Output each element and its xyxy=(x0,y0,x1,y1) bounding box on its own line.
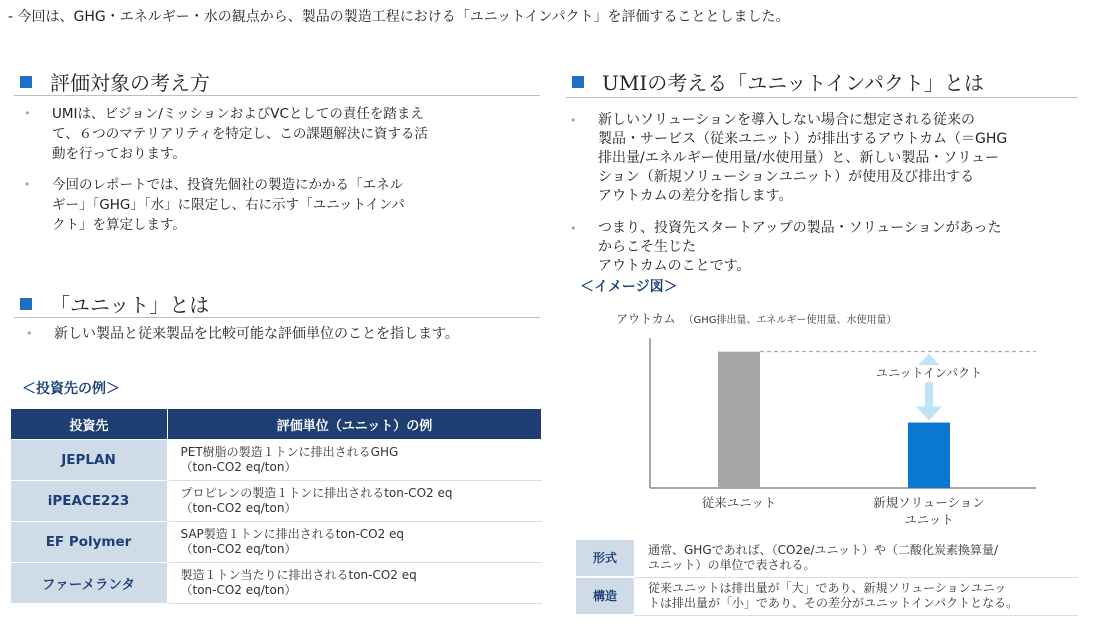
unit-line: PET樹脂の製造１トンに排出されるGHG xyxy=(180,445,399,459)
bullet-line: つまり、投資先スタートアップの製品・ソリューションがあった xyxy=(598,220,1002,236)
bullet-dot-icon: • xyxy=(24,178,31,191)
bullet-item xyxy=(570,219,1098,276)
unit-line: （ton-CO2 eq/ton） xyxy=(180,460,297,474)
format-value-cell xyxy=(634,577,1078,615)
double-arrow-icon xyxy=(916,354,942,421)
section-title-unit xyxy=(20,289,209,318)
unit-line: SAP製造１トンに排出されるton-CO2 eq xyxy=(180,527,405,541)
bullet-item xyxy=(24,175,532,235)
format-key-cell: 形式 xyxy=(576,540,634,577)
section-divider xyxy=(566,97,1078,98)
table-header-company: 投資先 xyxy=(11,409,168,440)
table-row xyxy=(576,540,1078,577)
bullet-line: クト」を算定します。 xyxy=(52,217,186,233)
bullet-dot-icon: • xyxy=(26,327,33,340)
company-cell: JEPLAN xyxy=(11,440,168,481)
format-table xyxy=(576,540,1078,616)
format-line: 通常、GHGであれば、（CO2e/ユニット）や（二酸化炭素換算量/ xyxy=(648,543,999,558)
bullet-line: ギー」「GHG」「水」に限定し、右に示す「ユニットインパ xyxy=(52,197,405,213)
section-title-evaluation-target xyxy=(20,67,210,96)
section-divider xyxy=(14,317,540,318)
unit-line: （ton-CO2 eq/ton） xyxy=(180,542,297,556)
bullet-line: 新しいソリューションを導入しない場合に想定される従来の xyxy=(598,112,976,128)
x-tick-label: ユニット xyxy=(904,512,954,527)
unit-cell xyxy=(168,522,542,563)
unit-line: （ton-CO2 eq/ton） xyxy=(180,501,297,515)
unit-line: 製造１トン当たりに排出されるton-CO2 eq xyxy=(180,568,417,582)
section-title-text: UMIの考える「ユニットインパクト」とは xyxy=(602,71,985,95)
format-line: 従来ユニットは排出量が「大」であり、新規ソリューションユニッ xyxy=(648,581,1007,595)
bullet-line: UMIは、ビジョン/ミッションおよびVCとしての責任を踏まえ xyxy=(52,106,424,122)
bullet-line: からこそ生じた xyxy=(598,239,696,255)
bullet-line: 今回のレポートでは、投資先個社の製造にかかる「エネル xyxy=(52,177,403,193)
chart-ylabel xyxy=(616,312,897,326)
table-row xyxy=(11,522,542,563)
square-bullet-icon xyxy=(20,298,32,310)
intro-text: - 今回は、GHG・エネルギー・水の観点から、製品の製造工程における「ユニットインパクト」を評価することとしました。 xyxy=(8,9,790,25)
table-header-unit: 評価単位（ユニット）の例 xyxy=(168,409,542,440)
bullet-dot-icon: • xyxy=(570,222,577,235)
chart-ylabel-main: アウトカム xyxy=(616,312,676,326)
unit-cell xyxy=(168,563,542,604)
bullet-line: 動を行っております。 xyxy=(52,146,186,162)
bar-new-solution-unit xyxy=(908,423,950,488)
format-key-cell: 構造 xyxy=(576,577,634,615)
table-row xyxy=(11,563,542,604)
table-row xyxy=(576,577,1078,615)
x-tick-label: 従来ユニット xyxy=(701,495,777,510)
square-bullet-icon xyxy=(20,76,32,88)
company-cell: EF Polymer xyxy=(11,522,168,563)
section-divider xyxy=(14,95,540,96)
chart-ylabel-note: （GHG排出量、エネルギー使用量、水使用量） xyxy=(683,315,897,326)
image-label: ＜イメージ図＞ xyxy=(580,279,678,295)
bullet-item xyxy=(570,111,1098,206)
annotation-unit-impact: ユニットインパクト xyxy=(875,366,983,381)
format-line: トは排出量が「小」であり、その差分がユニットインパクトとなる。 xyxy=(648,596,1019,610)
unit-line: （ton-CO2 eq/ton） xyxy=(180,583,297,597)
unit-cell xyxy=(168,481,542,522)
bullet-line: て、６つのマテリアリティを特定し、この課題解決に資する活 xyxy=(52,126,428,142)
bar-conventional-unit xyxy=(718,352,760,488)
investee-table xyxy=(10,408,542,604)
examples-label: ＜投資先の例＞ xyxy=(22,381,120,397)
square-bullet-icon xyxy=(572,76,584,88)
bullet-line: アウトカムの差分を指します。 xyxy=(598,188,793,204)
bullet-dot-icon: • xyxy=(24,107,31,120)
bullet-item xyxy=(26,324,544,344)
bullet-line: 製品・サービス（従来ユニット）が排出するアウトカム（＝GHG xyxy=(598,131,1008,147)
section-title-unit-impact xyxy=(572,67,984,96)
unit-impact-chart xyxy=(596,306,1056,532)
bullet-line: 新しい製品と従来製品を比較可能な評価単位のことを指します。 xyxy=(54,326,459,342)
section-title-text: 評価対象の考え方 xyxy=(50,71,210,95)
bullet-line: 排出量/エネルギー使用量/水使用量）と、新しい製品・ソリュー xyxy=(598,150,1000,166)
chart-marks xyxy=(702,352,1036,527)
bullet-line: アウトカムのことです。 xyxy=(598,258,751,274)
bullet-dot-icon: • xyxy=(570,114,577,127)
table-row xyxy=(11,440,542,481)
company-cell: ファーメランタ xyxy=(11,563,168,604)
format-value-cell xyxy=(634,540,1078,577)
table-row xyxy=(11,481,542,522)
x-tick-label: 新規ソリューション xyxy=(873,495,985,510)
bullet-line: ション（新規ソリューションユニット）が使用及び排出する xyxy=(598,169,975,185)
unit-line: プロピレンの製造１トンに排出されるton-CO2 eq xyxy=(180,486,453,500)
table-header-row xyxy=(11,409,542,440)
unit-cell xyxy=(168,440,542,481)
bullet-item xyxy=(24,104,532,164)
format-line: ユニット）の単位で表される。 xyxy=(648,558,816,573)
section-title-text: 「ユニット」とは xyxy=(50,293,210,317)
company-cell: iPEACE223 xyxy=(11,481,168,522)
